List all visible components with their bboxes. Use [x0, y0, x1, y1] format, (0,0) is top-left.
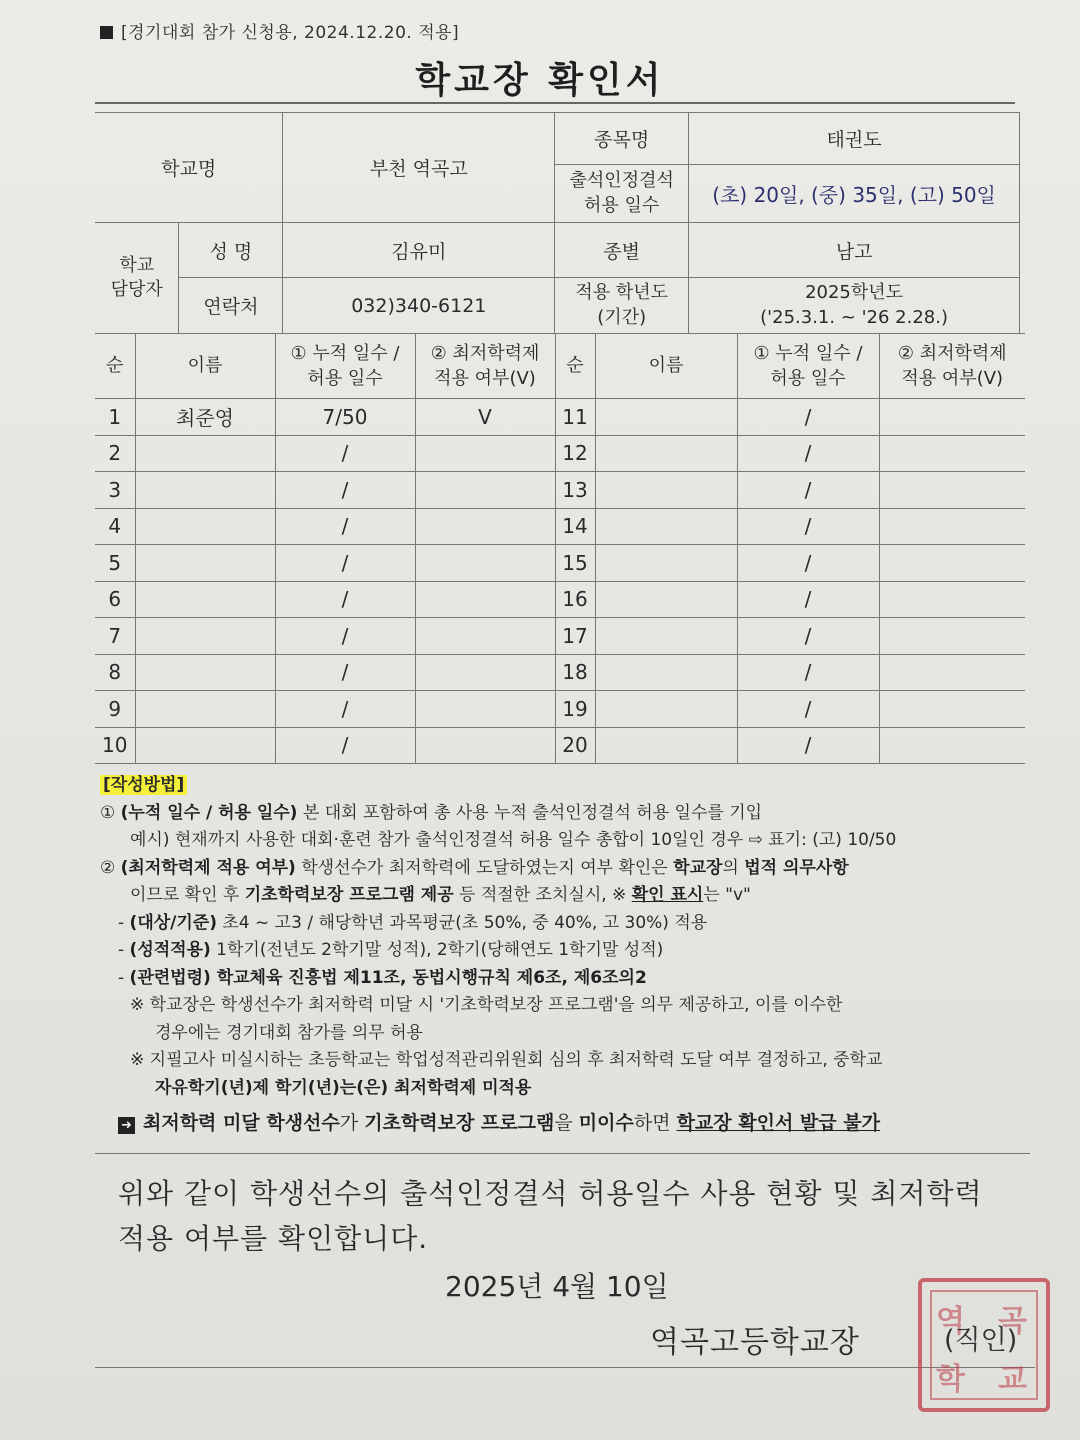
cell-check: [879, 654, 1025, 691]
cell-check: [415, 508, 555, 545]
cell-no: 11: [555, 399, 595, 436]
cell-days: /: [275, 618, 415, 655]
header-min-academic: [415, 334, 555, 399]
final-note: [100, 1108, 1030, 1139]
sub2-bold: (성적적용): [129, 940, 211, 961]
bottom-rule: [95, 1367, 1035, 1368]
cell-no: 17: [555, 618, 595, 655]
final-d: 을: [554, 1112, 579, 1135]
cell-days: /: [737, 435, 879, 472]
cell-name: [595, 727, 737, 764]
arrow-box-icon: ➜: [118, 1117, 135, 1134]
contact-label: 연락처: [179, 278, 283, 334]
item2-line2-d: 확인 표시: [631, 885, 704, 906]
cell-check: [415, 727, 555, 764]
header-min-right-line2: 적용 여부(V): [901, 368, 1004, 389]
final-b: 가: [339, 1112, 365, 1135]
item2-line2-b: 기초학력보장 프로그램 제공: [244, 885, 454, 906]
header-min-line2: 적용 여부(V): [434, 368, 536, 389]
table-row: [95, 399, 1025, 436]
final-c: 기초학력보장 프로그램: [364, 1112, 555, 1135]
cell-no: 20: [555, 727, 595, 764]
separator-rule: [95, 1153, 1030, 1154]
header-days-line1: ① 누적 일수 /: [290, 342, 400, 364]
cell-name: [595, 654, 737, 691]
header-no: 순: [95, 334, 135, 399]
title-rule: [95, 102, 1015, 104]
cell-days: /: [275, 545, 415, 582]
cell-check: [415, 654, 555, 691]
absence-label-line2: 허용 일수: [584, 194, 660, 216]
cell-check: [415, 545, 555, 582]
table-row: [95, 727, 1025, 764]
school-label: 학교명: [95, 113, 283, 223]
final-f: 하면: [633, 1112, 677, 1135]
table-row: [95, 435, 1025, 472]
cell-no: 5: [95, 545, 135, 582]
student-grid: [95, 333, 1025, 764]
cell-name: [595, 581, 737, 618]
cell-name: [135, 727, 275, 764]
cell-name: 최준영: [135, 399, 275, 436]
item2-bold-d: 법적 의무사항: [744, 857, 849, 878]
item2-bold: (최저학력제 적용 여부): [120, 857, 296, 878]
cell-name: [135, 581, 275, 618]
cell-days: /: [275, 654, 415, 691]
header-days-right-line2: 허용 일수: [770, 368, 846, 389]
cell-check: [415, 581, 555, 618]
cell-days: /: [275, 435, 415, 472]
cell-check: [879, 581, 1025, 618]
year-value-line2: ('25.3.1. ~ '26 2.28.): [760, 306, 949, 328]
cell-days: /: [737, 581, 879, 618]
sub2-text: 1학기(전년도 2학기말 성적), 2학기(당해연도 1학기말 성적): [210, 940, 664, 961]
cell-no: 19: [555, 691, 595, 728]
note1-line1: 학교장은 학생선수가 최저학력 미달 시 '기초학력보장 프로그램'을 의무 제공하고, 이를 이수한: [149, 995, 843, 1016]
cell-check: [879, 691, 1025, 728]
cell-days: 7/50: [275, 399, 415, 436]
item1-bold: (누적 일수 / 허용 일수): [120, 802, 298, 823]
table-row: [95, 581, 1025, 618]
instructions: [작성방법] ① (누적 일수 / 허용 일수) 본 대회 포함하여 총 사용 누적 출석인정결석 허용 일수를 기입 예시) 현재까지 사용한 대회·훈련 참가 출석인정결석 허용 일수 총합이 10일인 경우 ⇨ 표기: (고) 10/50 ② (최저학력제 적용 여부) 학생선수가 최저학력에 도달하였는지 여부 확인은 학교장의 법적 의무사항 이므로 확인 후 기초학력보장 프로그램 제공 등 적절한 조치실시, ※ 확인 표시는 "v" - (대상/기준) 초4 ~ 고3 / 해당학년 과목평균(초 50%, 중 40%, 고 30%) 적용 - (성적적용) 1학기(전년도 2학기말 성적), 2학기(당해연도 1학기말 성적) - (관련법령) 학교체육 진흥법 제11조, 동법시행규칙 제6조, 제6조의2 ※ 학교장은 학생선수가 최저학력 미달 시 '기초학력보장 프로그램'을 의무 제공하고, 이를 이수한 경우에는 경기대회 참가를 의무 허용 ※ 지필고사 미실시하는 초등학교는 학업성적관리위원회 심의 후 최저학력 도달 여부 결정하고, 중학교 자유학기(년)제 학기(년)는(은) 최저학력제 미적용 ➜ 최저학력 미달 학생선수가 기초학력보장 프로그램을 미이수하면 학교장 확인서 발급 불가: [100, 772, 1030, 1139]
sport-label: 종목명: [555, 113, 689, 165]
cell-no: 15: [555, 545, 595, 582]
note1-line2: 경우에는 경기대회 참가를 의무 허용: [155, 1022, 423, 1043]
square-bullet-icon: [100, 26, 113, 39]
cell-no: 4: [95, 508, 135, 545]
form-tag-text: [경기대회 참가 신청용, 2024.12.20. 적용]: [121, 23, 460, 43]
cell-days: /: [275, 472, 415, 509]
contact-value: 032)340-6121: [283, 278, 555, 334]
cell-no: 18: [555, 654, 595, 691]
item2-text-a: 학생선수가 최저학력에 도달하였는지 여부 확인은: [295, 857, 674, 878]
cell-check: [415, 691, 555, 728]
cell-check: [879, 727, 1025, 764]
cell-days: /: [737, 654, 879, 691]
cell-name: [135, 508, 275, 545]
cell-no: 16: [555, 581, 595, 618]
confirmation-line1: 위와 같이 학생선수의 출석인정결석 허용일수 사용 현황 및 최저학력: [118, 1177, 983, 1210]
header-no-right: 순: [555, 334, 595, 399]
cell-check: [415, 618, 555, 655]
item1-text: 본 대회 포함하여 총 사용 누적 출석인정결석 허용 일수를 기입: [297, 802, 763, 823]
school-value: 부천 역곡고: [283, 113, 555, 223]
note2-line1: 지필고사 미실시하는 초등학교는 학업성적관리위원회 심의 후 최저학력 도달 여부 결정하고, 중학교: [149, 1050, 883, 1071]
cell-days: /: [737, 618, 879, 655]
header-days-right: [737, 334, 879, 399]
cell-days: /: [275, 581, 415, 618]
item2-line2-a: 이므로 확인 후: [130, 885, 245, 906]
manager-name-value: 김유미: [283, 223, 555, 278]
manager-label-line2: 담당자: [110, 279, 163, 300]
final-e: 미이수: [578, 1112, 634, 1135]
cell-name: [135, 472, 275, 509]
gender-label: 종별: [555, 223, 689, 278]
sub3-bold: (관련법령) 학교체육 진흥법 제11조, 동법시행규칙 제6조, 제6조의2: [129, 967, 647, 988]
table-row: [95, 545, 1025, 582]
cell-name: [595, 691, 737, 728]
cell-name: [135, 435, 275, 472]
issue-date: 2025년 4월 10일: [445, 1270, 669, 1303]
cell-days: /: [737, 399, 879, 436]
sub1-bold: (대상/기준): [129, 912, 217, 933]
header-min-right-line1: ② 최저학력제: [897, 342, 1007, 364]
item2-line2-e: 는 "v": [703, 885, 751, 906]
header-days-line2: 허용 일수: [307, 368, 383, 389]
year-label-line1: 적용 학년도: [575, 282, 669, 304]
year-label-line2: (기간): [597, 306, 647, 328]
table-row: [95, 691, 1025, 728]
final-a: 최저학력 미달 학생선수: [143, 1112, 340, 1135]
table-row: [95, 508, 1025, 545]
item1-example: 예시) 현재까지 사용한 대회·훈련 참가 출석인정결석 허용 일수 총합이 10일인 경우 ⇨ 표기: (고) 10/50: [130, 830, 897, 851]
header-min-line1: ② 최저학력제: [430, 342, 540, 364]
cell-days: /: [737, 691, 879, 728]
cell-days: /: [737, 472, 879, 509]
year-value-line1: 2025학년도: [805, 282, 904, 304]
cell-name: [595, 399, 737, 436]
cell-check: [879, 435, 1025, 472]
grid-header-row: [95, 334, 1025, 399]
cell-days: /: [737, 508, 879, 545]
instructions-heading: [작성방법]: [100, 775, 187, 795]
manager-label: [95, 223, 179, 334]
header-name: 이름: [135, 334, 275, 399]
cell-check: [879, 399, 1025, 436]
absence-days-label: [555, 165, 689, 223]
cell-no: 13: [555, 472, 595, 509]
absence-days-value: (초) 20일, (중) 35일, (고) 50일: [689, 165, 1020, 223]
cell-days: /: [275, 727, 415, 764]
cell-name: [595, 472, 737, 509]
seal-glyph: 곡: [998, 1304, 1027, 1339]
manager-label-line1: 학교: [119, 254, 155, 276]
cell-no: 14: [555, 508, 595, 545]
cell-days: /: [737, 727, 879, 764]
item2-text-c: 의: [722, 857, 745, 878]
principal-name: 역곡고등학교장: [650, 1325, 860, 1360]
header-name-right: 이름: [595, 334, 737, 399]
info-table: [95, 112, 1020, 334]
final-g: 학교장 확인서 발급 불가: [676, 1112, 880, 1135]
cell-no: 6: [95, 581, 135, 618]
cell-name: [135, 691, 275, 728]
cell-name: [595, 508, 737, 545]
seal-label: (직인): [944, 1325, 1018, 1356]
cell-name: [595, 545, 737, 582]
form-tag: [100, 18, 459, 43]
seal-glyph: 역: [936, 1304, 965, 1339]
header-days: [275, 334, 415, 399]
cell-no: 10: [95, 727, 135, 764]
year-label: [555, 278, 689, 334]
cell-no: 7: [95, 618, 135, 655]
item2-number: ②: [100, 857, 116, 878]
item1-number: ①: [100, 802, 116, 823]
cell-no: 12: [555, 435, 595, 472]
cell-name: [135, 654, 275, 691]
cell-days: /: [275, 508, 415, 545]
cell-no: 1: [95, 399, 135, 436]
confirmation-text: [118, 1172, 1018, 1262]
table-row: [95, 654, 1025, 691]
cell-no: 2: [95, 435, 135, 472]
cell-check: [879, 545, 1025, 582]
sport-value: 태권도: [689, 113, 1020, 165]
item2-line2-c: 등 적절한 조치실시, ※: [453, 885, 632, 906]
table-row: [95, 472, 1025, 509]
cell-check: [415, 472, 555, 509]
seal-glyph: 학: [936, 1362, 965, 1397]
cell-check: [415, 435, 555, 472]
cell-check: [879, 508, 1025, 545]
header-days-right-line1: ① 누적 일수 /: [753, 342, 863, 364]
table-row: [95, 618, 1025, 655]
year-value: [689, 278, 1020, 334]
sub1-text: 초4 ~ 고3 / 해당학년 과목평균(초 50%, 중 40%, 고 30%) 적용: [216, 912, 708, 933]
cell-check: [879, 472, 1025, 509]
cell-days: /: [275, 691, 415, 728]
cell-days: /: [737, 545, 879, 582]
cell-name: [135, 545, 275, 582]
note2-line2: 자유학기(년)제 학기(년)는(은) 최저학력제 미적용: [155, 1077, 532, 1098]
cell-no: 9: [95, 691, 135, 728]
manager-name-label: 성 명: [179, 223, 283, 278]
item2-bold-b: 학교장: [673, 857, 723, 878]
cell-check: V: [415, 399, 555, 436]
cell-name: [135, 618, 275, 655]
header-min-academic-right: [879, 334, 1025, 399]
cell-no: 8: [95, 654, 135, 691]
cell-no: 3: [95, 472, 135, 509]
document-title: 학교장 확인서: [415, 60, 665, 101]
cell-check: [879, 618, 1025, 655]
seal-glyph: 교: [998, 1362, 1027, 1397]
absence-label-line1: 출석인정결석: [569, 170, 674, 192]
gender-value: 남고: [689, 223, 1020, 278]
cell-name: [595, 435, 737, 472]
confirmation-line2: 적용 여부를 확인합니다.: [118, 1221, 429, 1255]
cell-name: [595, 618, 737, 655]
